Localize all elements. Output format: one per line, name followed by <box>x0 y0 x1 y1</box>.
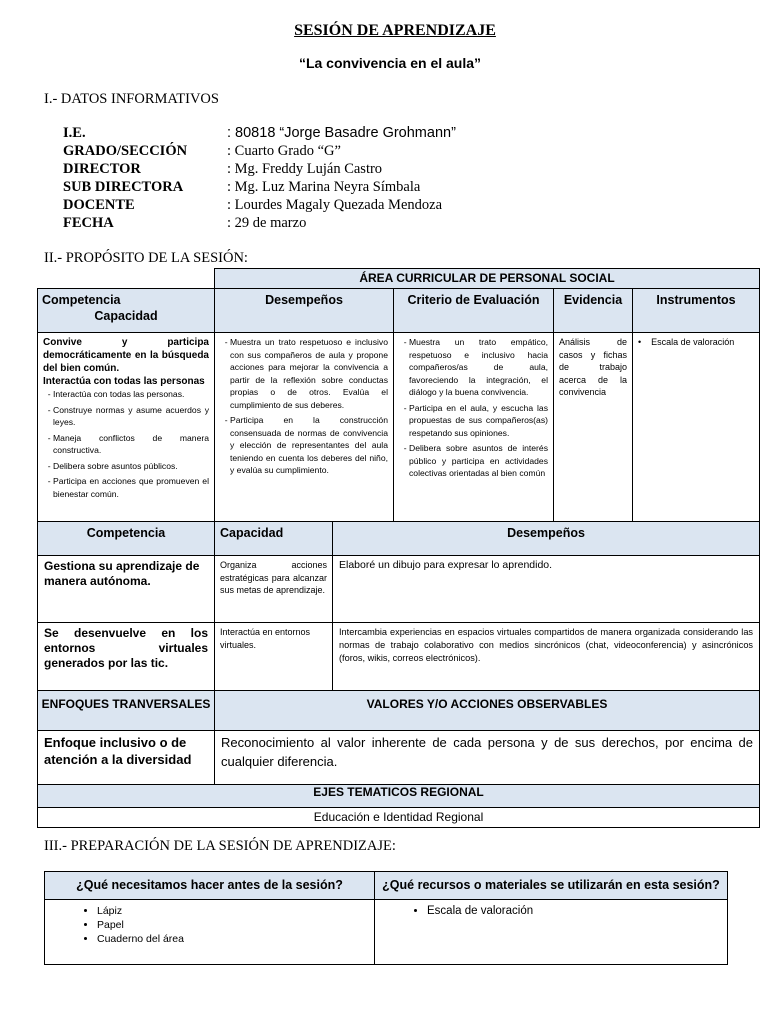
capacidad-header-2: Capacidad <box>215 522 333 556</box>
info-label: DOCENTE <box>63 197 135 213</box>
capacidad-item: - Interactúa con todas las personas. <box>53 388 209 401</box>
resources-list <box>375 900 728 965</box>
criterio-cell <box>394 333 554 522</box>
desempeno-item: - Participa en la construcción consensuada de normas de convivencia y elección de representantes del aula teniendo en cuenta los deberes del niño, y evalúa su cumplimiento. <box>230 414 388 477</box>
document-subtitle: “La convivencia en el aula” <box>298 55 482 71</box>
capacidad-item: - Participa en acciones que promueven el bienestar común. <box>53 475 209 500</box>
criterio-item: - Participa en el aula, y escucha las propuestas de sus compañeros(as) respetando sus opiniones. <box>409 402 548 440</box>
instrumentos-header: Instrumentos <box>633 289 760 333</box>
evidencia-header: Evidencia <box>554 289 633 333</box>
criterio-item: - Muestra un trato empático, respetuoso e inclusivo hacia compañeros/as de aula, favoreciendo la integración, el diálogo y la buena convivencia. <box>409 336 548 399</box>
competencia-header-2: Competencia <box>38 522 215 556</box>
section-3-heading: III.- PREPARACIÓN DE LA SESIÓN DE APRENDIZAJE: <box>44 838 396 854</box>
instrumento-cell <box>633 333 760 522</box>
before-session-header: ¿Qué necesitamos hacer antes de la sesión? <box>45 872 375 900</box>
list-item: • Cuaderno del área <box>97 932 374 946</box>
competencia-title: Convive y participa democráticamente en la búsqueda del bien común. <box>43 337 209 374</box>
competencia-cell <box>38 333 215 522</box>
info-label: DIRECTOR <box>63 161 141 177</box>
criterio-item: - Delibera sobre asuntos de interés público y participa en actividades colectivas orientadas al bien común <box>409 442 548 480</box>
capacidad-item: - Construye normas y asume acuerdos y leyes. <box>53 404 209 429</box>
capacidad-organiza: Organiza acciones estratégicas para alcanzar sus metas de aprendizaje. <box>215 556 333 623</box>
info-label: GRADO/SECCIÓN <box>63 143 188 159</box>
competencia-subtitle: Interactúa con todas las personas <box>43 376 205 387</box>
list-item: • Papel <box>97 918 374 932</box>
capacidad-item: - Delibera sobre asuntos públicos. <box>53 460 209 473</box>
desempenos-header-2: Desempeños <box>333 522 760 556</box>
desempeno-item: - Muestra un trato respetuoso e inclusivo con sus compañeros de aula y propone acciones para mejorar la convivencia a partir de la reflexión sobre conductas propias o de otros. Evalúa el cumplimiento de sus deberes. <box>230 336 388 411</box>
ejes-value: Educación e Identidad Regional <box>38 808 760 828</box>
desempenos-header: Desempeños <box>215 289 394 333</box>
document-title: SESIÓN DE APRENDIZAJE <box>294 22 496 39</box>
preparation-table <box>44 871 728 965</box>
instrumento-item: • Escala de valoración <box>638 337 735 347</box>
resources-header: ¿Qué recursos o materiales se utilizarán en esta sesión? <box>375 872 728 900</box>
section-1-heading: I.- DATOS INFORMATIVOS <box>44 91 219 107</box>
info-value: : Cuarto Grado “G” <box>227 143 341 159</box>
list-item: • Escala de valoración <box>427 904 727 918</box>
capacidad-label: Capacidad <box>94 309 158 323</box>
desempeno-dibujo: Elaboré un dibujo para expresar lo aprendido. <box>333 556 760 623</box>
valores-header: VALORES Y/O ACCIONES OBSERVABLES <box>215 691 760 731</box>
info-value: : 29 de marzo <box>227 215 307 231</box>
valor-reconocimiento: Reconocimiento al valor inherente de cada persona y de sus derechos, por encima de cualquier diferencia. <box>215 731 760 785</box>
info-value: : 80818 “Jorge Basadre Grohmann” <box>227 125 456 141</box>
criterio-header: Criterio de Evaluación <box>394 289 554 333</box>
evidencia-cell: Análisis de casos y fichas de trabajo acerca de la convivencia <box>554 333 633 522</box>
competencia-capacidad-header <box>38 289 215 333</box>
competencia-gestiona: Gestiona su aprendizaje de manera autónoma. <box>38 556 215 623</box>
capacidad-item: - Maneja conflictos de manera constructiva. <box>53 432 209 457</box>
instrumento-text: Escala de valoración <box>651 337 735 347</box>
competencia-label: Competencia <box>42 293 121 307</box>
info-label: SUB DIRECTORA <box>63 179 184 195</box>
info-label: FECHA <box>63 215 114 231</box>
enfoque-inclusivo: Enfoque inclusivo o de atención a la diversidad <box>38 731 215 785</box>
capacidad-interactua: Interactúa en entornos virtuales. <box>215 623 333 691</box>
section-2-heading: II.- PROPÓSITO DE LA SESIÓN: <box>44 250 248 266</box>
info-value: : Lourdes Magaly Quezada Mendoza <box>227 197 443 213</box>
ejes-header: EJES TEMATICOS REGIONAL <box>38 785 760 808</box>
area-title: ÁREA CURRICULAR DE PERSONAL SOCIAL <box>215 269 760 289</box>
enfoques-header: ENFOQUES TRANVERSALES <box>38 691 215 731</box>
before-session-list <box>45 900 375 965</box>
list-item: • Lápiz <box>97 904 374 918</box>
info-label: I.E. <box>63 125 86 141</box>
desempenos-cell <box>215 333 394 522</box>
desempeno-intercambia: Intercambia experiencias en espacios virtuales compartidos de manera organizada considerando las normas de trabajo colaborativo con medios sincrónicos (chat, videoconferencia) y asincrónicos (foros, wikis, correos electrónicos). <box>333 623 760 691</box>
info-value: : Mg. Freddy Luján Castro <box>227 161 383 177</box>
purpose-table <box>37 268 760 828</box>
info-value: : Mg. Luz Marina Neyra Símbala <box>227 179 421 195</box>
competencia-entornos: Se desenvuelve en los entornos virtuales generados por las tic. <box>38 623 215 691</box>
